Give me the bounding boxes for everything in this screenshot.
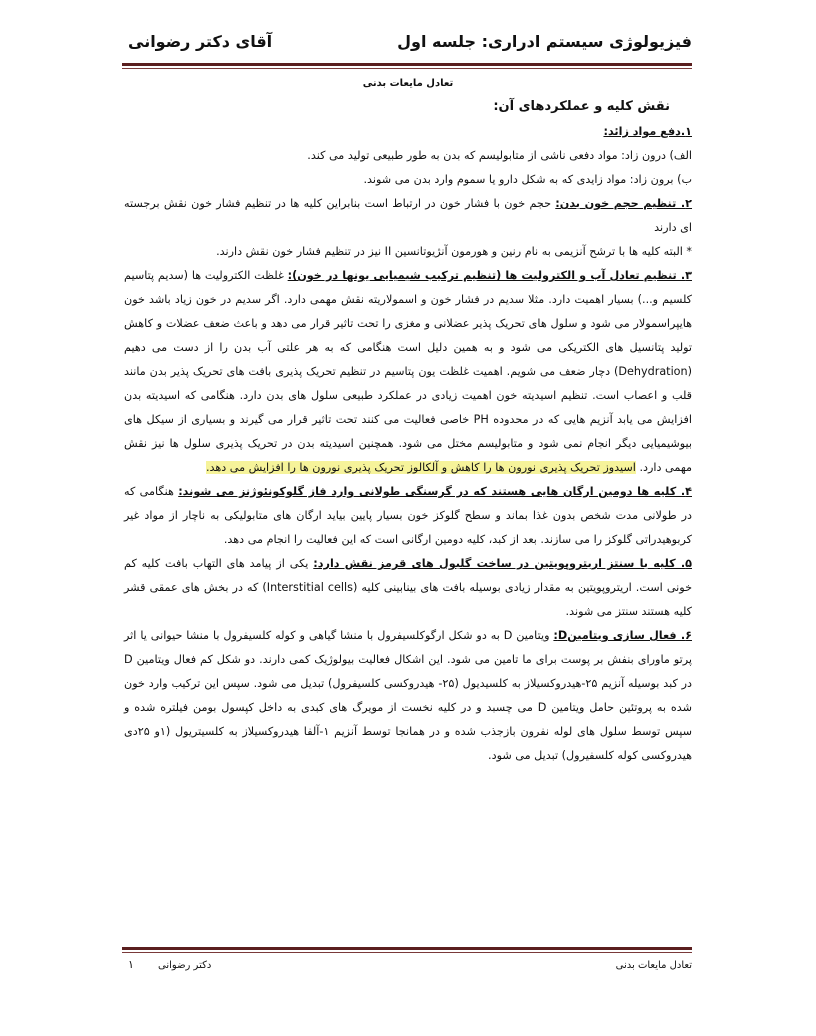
item6-heading: ۶. فعال سازی ویتامینD: <box>553 629 692 642</box>
item5-paragraph <box>124 552 692 624</box>
item4-heading: ۴. کلیه ها دومین ارگان هایی هستند که در گرسنگی طولانی وارد فاز گلوکونئوژنز می شوند: <box>178 485 692 498</box>
item2-paragraph <box>124 192 692 240</box>
footer-doc-label: تعادل مایعات بدنی <box>615 960 692 971</box>
intro-heading: نقش کلیه و عملکردهای آن: <box>493 99 670 114</box>
item2-heading: ۲. تنظیم حجم خون بدن: <box>555 197 693 210</box>
item5-heading: ۵. کلیه با سنتز اریتروپویتین در ساخت گلبول های قرمز نقش دارد: <box>313 557 692 570</box>
section-title: تعادل مایعات بدنی <box>362 78 454 89</box>
item1-heading: ۱.دفع مواد زائد: <box>603 125 692 138</box>
item5-body: یکی از پیامد های التهاب بافت کلیه کم خونی است. اریتروپویتین به مقدار زیادی بوسیله بافت های بینابینی کلیه (Interstitial cells) که در بخش های عمقی قشر کلیه هستند سنتز می شوند. <box>124 557 692 618</box>
item2-body: حجم خون با فشار خون در ارتباط است بنابراین کلیه ها در تنظیم فشار خون نقش برجسته ای دارند <box>124 197 692 234</box>
item2-note: * البته کلیه ها با ترشح آنزیمی به نام رنین و هورمون آنژیوتانسین II نیز در تنظیم فشار خون نقش دارند. <box>216 245 692 258</box>
header-rule-thin <box>122 68 692 69</box>
footer-rule-thin <box>122 952 692 953</box>
page-body <box>124 78 692 768</box>
page-number: ۱ <box>128 958 134 971</box>
page-footer <box>122 960 692 980</box>
item4-paragraph <box>124 480 692 552</box>
item4-body: هنگامی که در طولانی مدت شخص بدون غذا بماند و سطح گلوکز خون بسیار پایین بیاید ارگان های متابولیکی به ناچار از مواد غیر کربوهیدراتی گلوکز را می سازند. بعد از کبد، کلیه دومین ارگانی است که این فعالیت را انجام می دهد. <box>124 485 692 546</box>
footer-author: دکتر رضوانی <box>158 960 212 971</box>
item3-paragraph <box>124 264 692 480</box>
item1-heading-line <box>124 120 692 144</box>
item6-paragraph <box>124 624 692 768</box>
item3-body: غلظت الکترولیت ها (سدیم پتاسیم کلسیم و...) بسیار اهمیت دارد. مثلا سدیم در فشار خون و اسمولاریته نقش مهمی دارد. اگر سدیم در خون زیاد باشد خون هایپراسمولار می شود و سلول های تحریک پذیر عضلانی و مغزی را تحت تاثیر قرار می دهد و باعث ضعف عضلات و کاهش تولید پتانسیل های الکتریکی می شود و به همین دلیل است هنگامی که به هر علتی آب بدن را از دست می دهیم (Dehydration) دچار ضعف می شویم. اهمیت غلظت یون پتاسیم در تنظیم تحریک پذیری بافت های تحریک پذیر بدن مانند قلب و اعصاب است. تنظیم اسیدیته خون اهمیت زیادی در عملکرد طبیعی سلول های بدن دارد. هنگامی که اسیدیته بدن افزایش می یابد آنزیم هایی که در محدوده PH خاصی فعالیت می کنند تحت تاثیر قرار می گیرند و بسیاری از سیکل های بیوشیمیایی دیگر انجام نمی شود و متابولیسم مختل می شود. همچنین اسیدیته بدن در تحریک پذیری سلول ها نیز نقش مهمی دارد. <box>124 269 692 474</box>
author-name: آقای دکتر رضوانی <box>128 32 273 51</box>
item1-b: ب) برون زاد: مواد زایدی که به شکل دارو یا سموم وارد بدن می شوند. <box>363 173 692 186</box>
footer-rule-thick <box>122 947 692 950</box>
page-header <box>122 30 692 60</box>
document-title: فیزیولوژی سیستم ادراری: جلسه اول <box>397 32 692 51</box>
item6-body: ویتامین D به دو شکل ارگوکلسیفرول با منشا گیاهی و کوله کلسیفرول با منشا حیوانی یا اثر پرتو ماورای بنفش بر پوست برای ما تامین می شود. این اشکال فعالیت بیولوژیک کمی دارند. دو شکل کم فعال ویتامین D در کبد بوسیله آنزیم ۲۵-هیدروکسیلاز به کلسیدیول (۲۵- هیدروکسی کلسیفرول) تبدیل می شود. سپس این ترکیب وارد خون شده به پروتئین حامل ویتامین D می چسبد و در کلیه نخست از مویرگ های کبدی به داخل کپسول بومن فیلتره شده و سپس توسط سلول های لوله نفرون بازجذب شده و در همانجا توسط آنزیم ۱-آلفا هیدروکسیلاز به کلسیتریول (۱و ۲۵دی هیدروکسی کوله کلسفیرول) تبدیل می شود. <box>124 629 692 762</box>
item3-highlight: اسیدوز تحریک پذیری نورون ها را کاهش و آلکالوز تحریک پذیری نورون ها را افزایش می دهد. <box>205 461 636 474</box>
item1-a: الف) درون زاد: مواد دفعی ناشی از متابولیسم که بدن به طور طبیعی تولید می کند. <box>307 149 692 162</box>
header-rule-thick <box>122 63 692 66</box>
item3-heading: ۳. تنظیم تعادل آب و الکترولیت ها (تنظیم ترکیب شیمیایی یونها در خون): <box>287 269 692 282</box>
